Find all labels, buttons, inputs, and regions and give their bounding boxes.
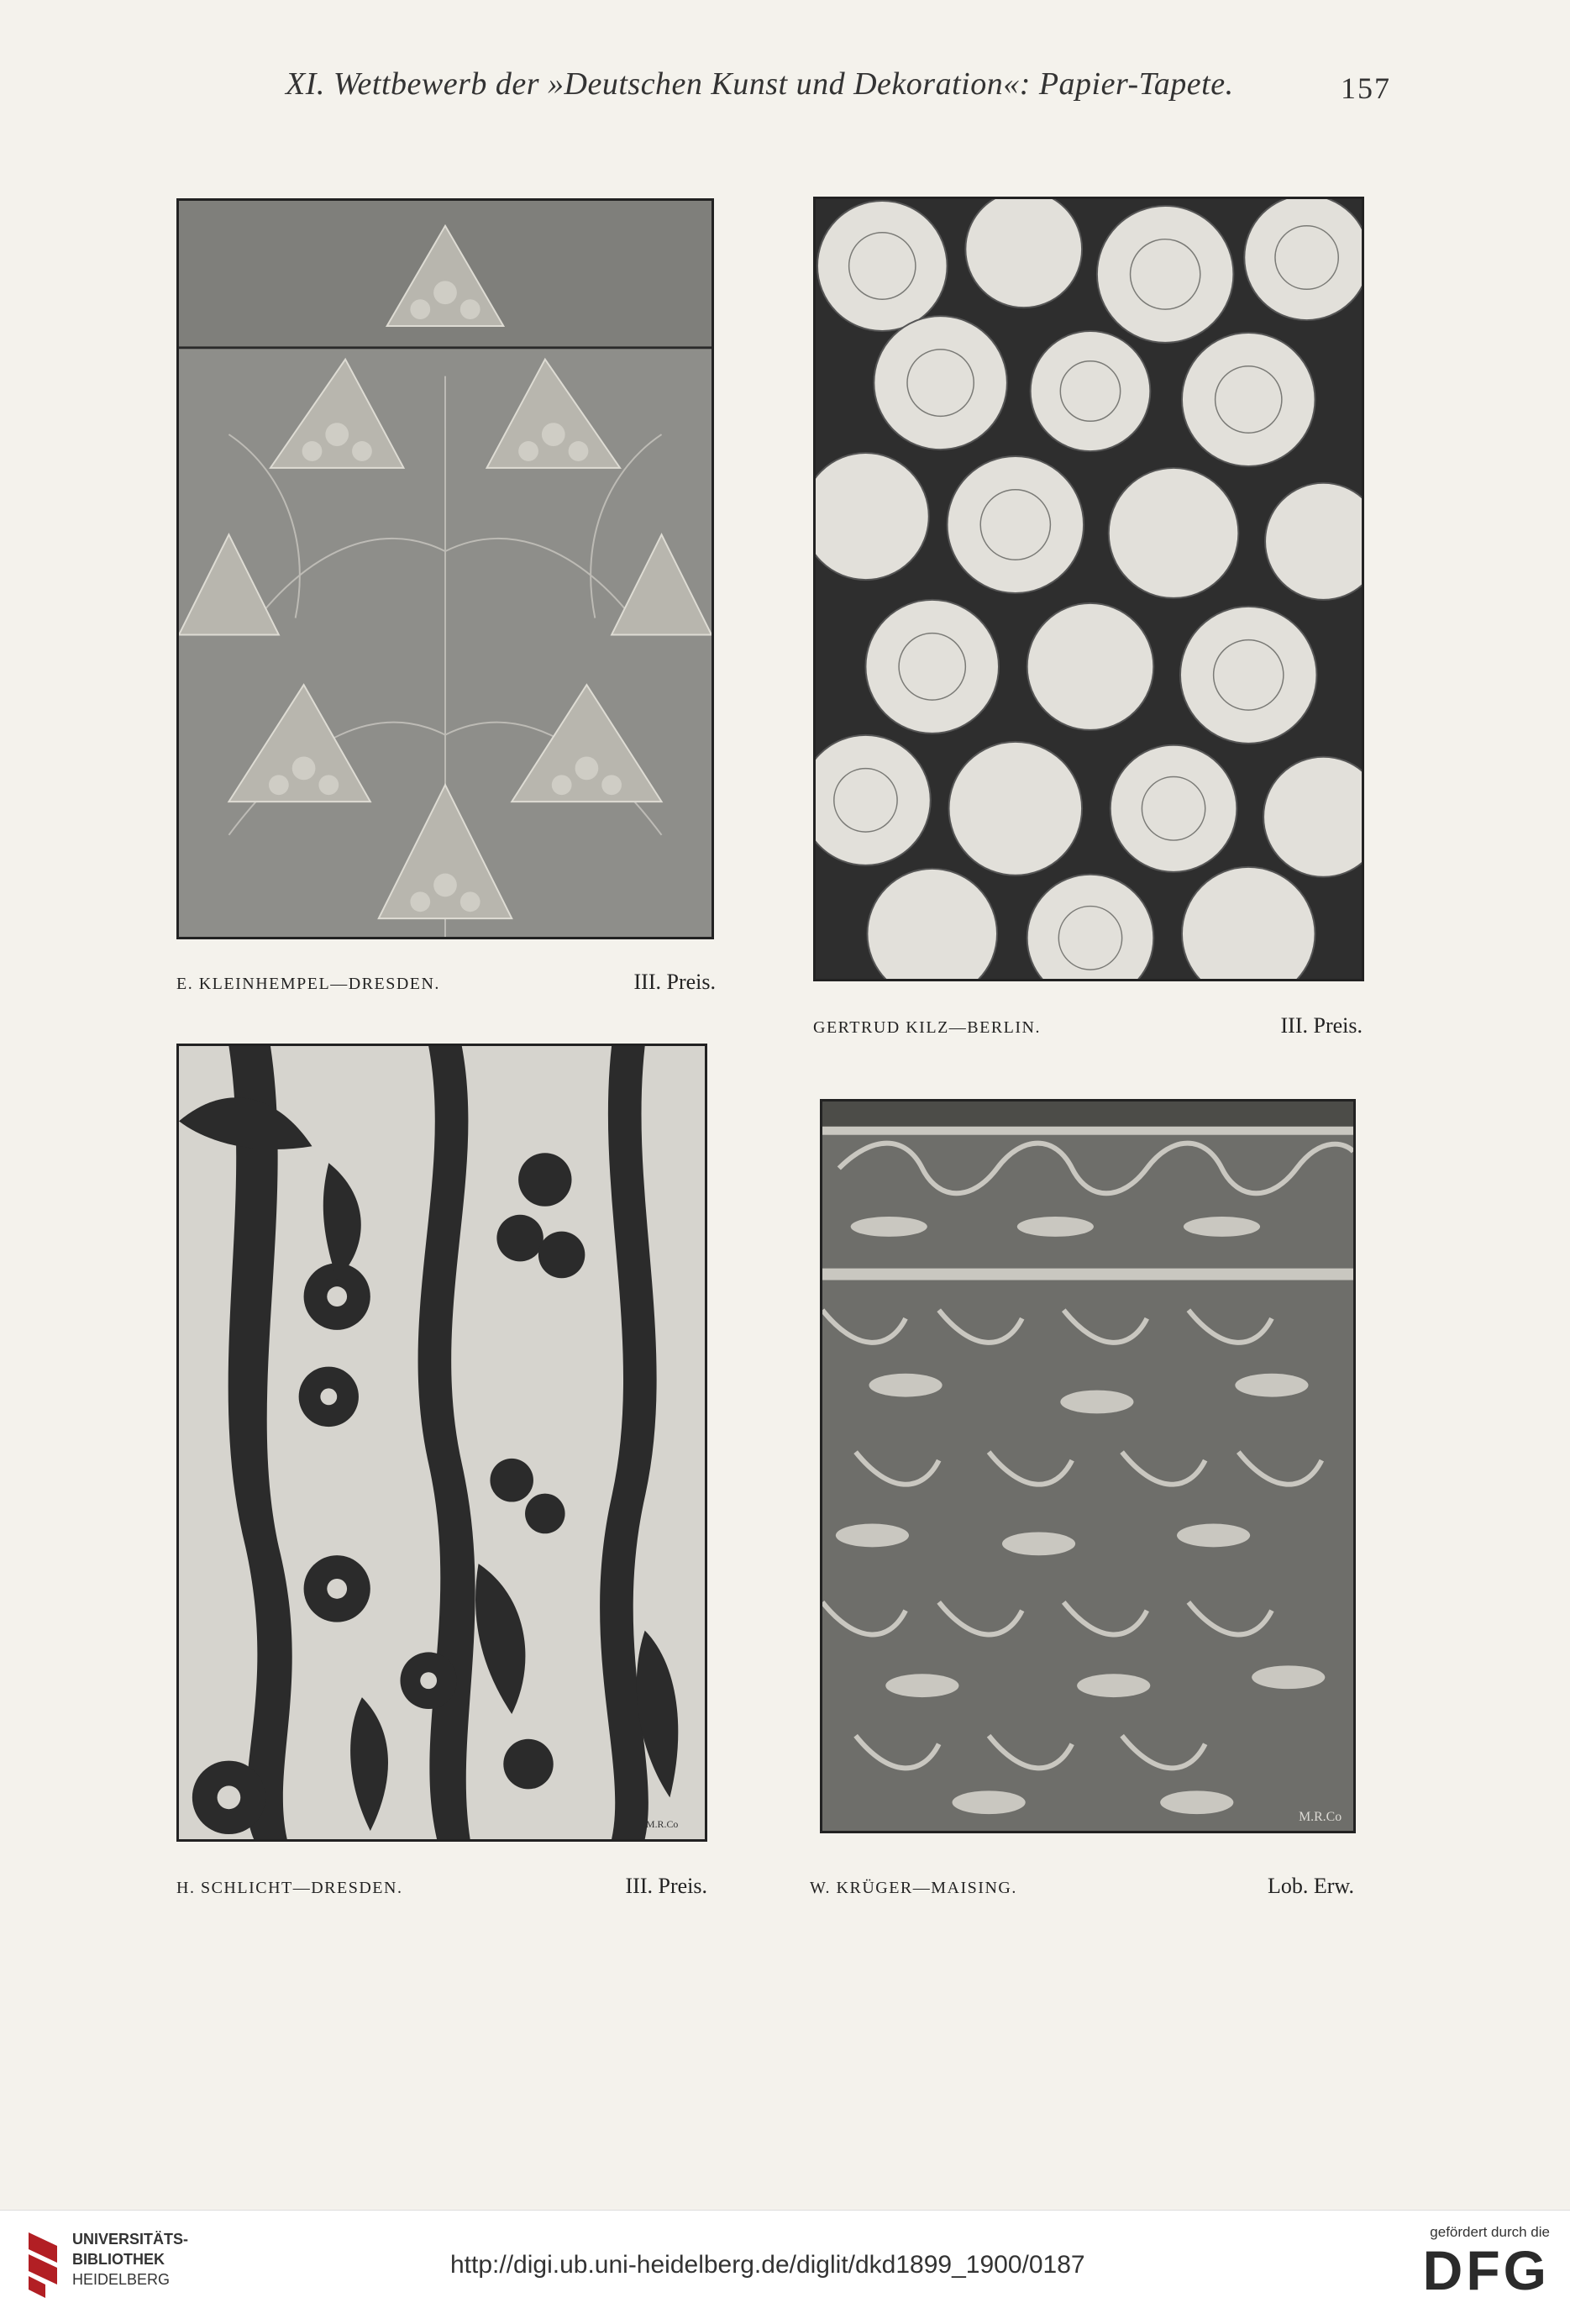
wallpaper-plate-krueger bbox=[820, 1099, 1356, 1833]
wallpaper-plate-kleinhempel bbox=[176, 198, 714, 939]
plate-caption-artist: H. SCHLICHT—DRESDEN. bbox=[176, 1879, 403, 1897]
fish-pattern-image bbox=[822, 1102, 1353, 1831]
plate-caption-prize: III. Preis. bbox=[1280, 1013, 1363, 1038]
library-emblem-icon bbox=[25, 2229, 60, 2301]
wallpaper-plate-schlicht bbox=[176, 1044, 707, 1842]
funder-logo bbox=[1423, 2224, 1550, 2300]
stylized-flower-pattern-image bbox=[179, 1046, 705, 1839]
plate-caption-prize: III. Preis. bbox=[633, 970, 716, 994]
printer-mark: M.R.Co bbox=[1299, 1810, 1342, 1825]
plate-caption-prize: Lob. Erw. bbox=[1267, 1874, 1354, 1898]
plate-caption-artist: E. KLEINHEMPEL—DRESDEN. bbox=[176, 975, 440, 993]
library-name-line1: UNIVERSITÄTS- bbox=[72, 2231, 189, 2248]
wallpaper-plate-kilz bbox=[813, 197, 1364, 981]
library-name-line3: HEIDELBERG bbox=[72, 2271, 171, 2288]
printer-mark: M.R.Co bbox=[646, 1818, 679, 1831]
permalink-url[interactable]: http://digi.ub.uni-heidelberg.de/diglit/dkd1899_1900/0187 bbox=[450, 2251, 1085, 2279]
library-name-line2: BIBLIOTHEK bbox=[72, 2251, 165, 2268]
running-title: XI. Wettbewerb der »Deutschen Kunst und Dekoration«: Papier-Tapete. bbox=[286, 66, 1234, 102]
library-logo bbox=[25, 2229, 188, 2301]
funded-by-text: gefördert durch die bbox=[1430, 2224, 1550, 2240]
digitization-footer bbox=[0, 2210, 1570, 2324]
dfg-logo-text: DFG bbox=[1422, 2239, 1550, 2301]
plate-caption-artist: GERTRUD KILZ—BERLIN. bbox=[813, 1018, 1041, 1037]
geranium-pattern-image bbox=[816, 199, 1362, 979]
plate-caption-artist: W. KRÜGER—MAISING. bbox=[810, 1879, 1017, 1897]
plate-caption-prize: III. Preis. bbox=[625, 1874, 707, 1898]
floral-pattern-image bbox=[179, 201, 711, 937]
page-number: 157 bbox=[1341, 71, 1391, 105]
